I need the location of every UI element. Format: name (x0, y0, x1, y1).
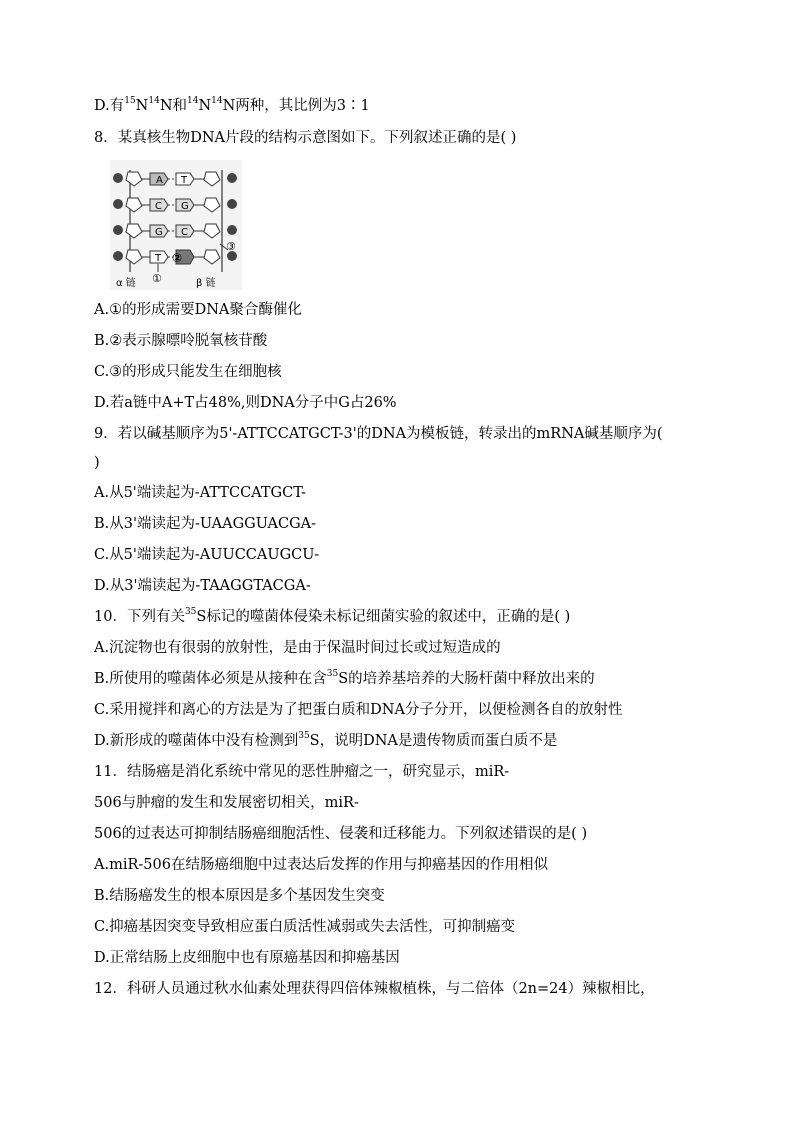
phosphate-group (227, 199, 237, 209)
q10-option-b (94, 669, 595, 689)
label-1: ① (152, 272, 162, 285)
q12-stem: 12．科研人员通过秋水仙素处理获得四倍体辣椒植株，与二倍体（2n=24）辣椒相比， (94, 981, 655, 997)
alpha-strand-label: α 链 (116, 278, 136, 289)
q10-stem (94, 607, 570, 627)
label-2: ② (172, 251, 183, 265)
base-label: G (181, 201, 189, 212)
q8-option-b: B.②表示腺嘌呤脱氧核苷酸 (94, 333, 268, 349)
text-fragment: N (135, 98, 149, 114)
q8-option-a: A.①的形成需要DNA聚合酶催化 (94, 302, 302, 318)
text-fragment: N两种，其比例为3∶1 (222, 98, 370, 114)
q8-option-d: D.若a链中A+T占48%,则DNA分子中G占26% (94, 395, 397, 411)
q11-stem-line-3: 506的过表达可抑制结肠癌细胞活性、侵袭和迁移能力。下列叙述错误的是( ) (94, 826, 588, 842)
phosphate-group (113, 199, 123, 209)
isotope-superscript: 35 (326, 669, 339, 680)
label-3: ③ (226, 240, 236, 253)
q9-stem: 9．若以碱基顺序为5'-ATTCCATGCT-3'的DNA为模板链，转录出的mRNA碱基顺序为( (94, 426, 663, 442)
q9-stem-continued: ) (94, 455, 100, 471)
q11-option-d: D.正常结肠上皮细胞中也有原癌基因和抑癌基因 (94, 950, 400, 966)
beta-strand-label: β 链 (196, 278, 216, 289)
q11-option-a: A.miR-506在结肠癌细胞中过表达后发挥的作用与抑癌基因的作用相似 (94, 857, 548, 873)
text-fragment: D.新形成的噬菌体中没有检测到 (94, 733, 299, 749)
q7-option-d (94, 96, 370, 116)
q10-option-d (94, 731, 557, 751)
q11-option-b: B.结肠癌发生的根本原因是多个基因发生突变 (94, 888, 385, 904)
isotope-superscript: 15 (124, 96, 136, 107)
q9-option-c: C.从5'端读起为-AUUCCAUGCU- (94, 547, 320, 563)
base-label: T (181, 175, 188, 186)
isotope-superscript: 14 (211, 96, 223, 107)
dna-structure-diagram (110, 160, 242, 290)
text-fragment: N和 (159, 98, 187, 114)
q11-option-c: C.抑癌基因突变导致相应蛋白质活性减弱或失去活性，可抑制癌变 (94, 919, 516, 935)
q9-option-b: B.从3'端读起为-UAAGGUACGA- (94, 516, 317, 532)
text-fragment: S标记的噬菌体侵染未标记细菌实验的叙述中，正确的是( ) (196, 609, 571, 625)
text-fragment: D.有 (94, 98, 125, 114)
phosphate-group (113, 225, 123, 235)
base-label: C (155, 201, 162, 212)
phosphate-group (227, 225, 237, 235)
text-fragment: S的培养基培养的大肠杆菌中释放出来的 (338, 671, 595, 687)
isotope-superscript: 14 (187, 96, 199, 107)
text-fragment: 10．下列有关 (94, 609, 185, 625)
q9-option-a: A.从5'端读起为-ATTCCATGCT- (94, 485, 306, 501)
isotope-superscript: 14 (148, 96, 160, 107)
q10-option-c: C.采用搅拌和离心的方法是为了把蛋白质和DNA分子分开，以便检测各自的放射性 (94, 702, 623, 718)
text-fragment: N (198, 98, 212, 114)
q8-stem: 8．某真核生物DNA片段的结构示意图如下。下列叙述正确的是( ) (94, 130, 517, 146)
text-fragment: B.所使用的噬菌体必须是从接种在含 (94, 671, 327, 687)
base-label: A (156, 175, 163, 186)
base-label: C (181, 227, 188, 238)
phosphate-group (113, 173, 123, 183)
base-label: T (155, 253, 162, 264)
q11-stem-line-1: 11．结肠癌是消化系统中常见的恶性肿瘤之一，研究显示，miR- (94, 764, 510, 780)
base-label: G (155, 227, 163, 238)
q10-option-a: A.沉淀物也有很弱的放射性，是由于保温时间过长或过短造成的 (94, 640, 501, 656)
isotope-superscript: 35 (184, 607, 197, 618)
q11-stem-line-2: 506与肿瘤的发生和发展密切相关，miR- (94, 795, 359, 811)
phosphate-group (113, 251, 123, 261)
q8-option-c: C.③的形成只能发生在细胞核 (94, 364, 282, 380)
q9-option-d: D.从3'端读起为-TAAGGTACGA- (94, 578, 311, 594)
isotope-superscript: 35 (298, 731, 310, 742)
phosphate-group (227, 173, 237, 183)
text-fragment: S，说明DNA是遗传物质而蛋白质不是 (309, 733, 558, 749)
